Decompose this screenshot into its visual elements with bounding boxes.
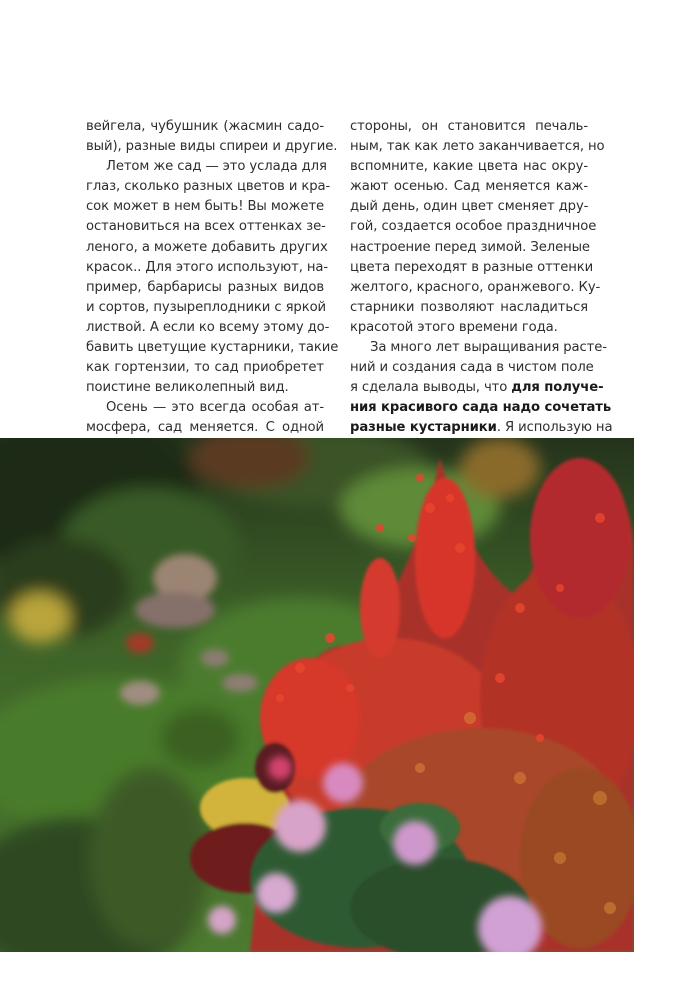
text-line: вспомните, какие цвета нас окру- <box>350 159 588 175</box>
text-columns <box>86 117 613 439</box>
plain-text: я сделала выводы, что <box>350 380 512 396</box>
text-line: дый день, один цвет сменяет дру- <box>350 199 589 215</box>
text-line: желтого, красного, оранжевого. Ку- <box>350 279 601 295</box>
bold-emphasis: для получе- <box>511 380 604 396</box>
text-line: и сортов, пузыреплодники с яркой <box>86 299 327 315</box>
left-column <box>86 117 339 439</box>
text-line: Летом же сад — это услада для <box>106 159 327 175</box>
text-line: глаз, сколько разных цветов и кра- <box>86 179 331 195</box>
text-line: Осень — это всегда особая ат- <box>106 400 324 416</box>
garden-photo-illustration <box>0 438 634 952</box>
text-line: красотой этого времени года. <box>350 319 558 335</box>
text-line: цвета переходят в разные оттенки <box>350 259 594 275</box>
text-line: вый), разные виды спиреи и другие. <box>86 139 338 155</box>
text-line: как гортензии, то сад приобретет <box>86 360 324 376</box>
text-line: остановиться на всех оттенках зе- <box>86 219 326 235</box>
text-line: бавить цветущие кустарники, такие <box>86 340 339 356</box>
text-line: вейгела, чубушник (жасмин садо- <box>86 119 324 134</box>
text-line: ний и создания сада в чистом поле <box>350 360 594 376</box>
text-line-emphasis <box>350 378 604 398</box>
text-line-emphasis <box>350 398 612 418</box>
text-line: жают осенью. Сад меняется каж- <box>350 179 588 195</box>
text-line: красок.. Для этого используют, на- <box>86 259 329 275</box>
bold-emphasis: ния красивого сада надо сочетать <box>350 400 612 416</box>
text-line: пример, барбарисы разных видов <box>86 279 324 295</box>
text-line: стороны, он становится печаль- <box>350 119 588 134</box>
plain-text: . Я использую на <box>496 420 613 436</box>
text-line: ным, так как лето заканчивается, но <box>350 139 605 155</box>
garden-photo <box>0 438 634 952</box>
bold-emphasis: разные кустарники <box>350 420 497 436</box>
text-line: сок может в нем быть! Вы можете <box>86 199 325 215</box>
text-line: гой, создается особое праздничное <box>350 219 597 235</box>
text-line: леного, а можете добавить других <box>86 239 328 255</box>
right-column <box>350 117 613 439</box>
text-line: листвой. А если ко всему этому до- <box>86 319 330 335</box>
text-line: мосфера, сад меняется. С одной <box>86 420 324 436</box>
text-line: настроение перед зимой. Зеленые <box>350 239 590 255</box>
text-line: За много лет выращивания расте- <box>370 340 607 356</box>
text-line: старники позволяют насладиться <box>350 299 588 315</box>
text-line: поистине великолепный вид. <box>86 380 289 396</box>
text-line-emphasis <box>350 418 613 438</box>
